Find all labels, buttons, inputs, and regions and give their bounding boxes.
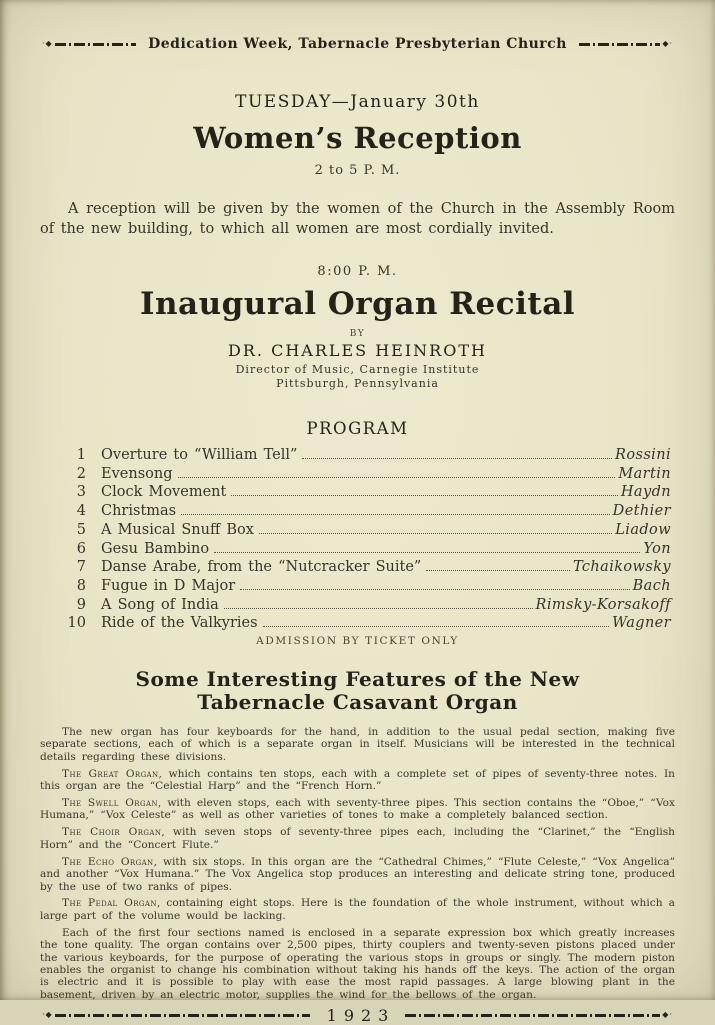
paragraph-text: , with seven stops of seventy-three pipes each, including the “Clarinet,” the “English Horn” and the “Concert Flute.” (40, 826, 675, 851)
rule-end-ornament-icon: ·◆ (42, 39, 53, 48)
organ-feature-paragraph (40, 768, 675, 793)
features-heading-line2: Tabernacle Casavant Organ (197, 690, 518, 715)
paragraph-text: , with eleven stops, each with seventy-three pipes. This section contains the “Oboe,” “Vox Humana,” “Vox Celeste” as well as other varieties of tones to make a completely balanced section. (40, 797, 675, 822)
program-item-composer: Wagner (612, 615, 671, 632)
paragraph-text: , which contains ten stops, each with a complete set of pipes of seventy-three notes. In this organ are the “Celestial Harp” and the “French Horn.” (40, 767, 675, 793)
performer-city: Pittsburgh, Pennsylvania (276, 377, 439, 390)
paragraph-text: Each of the first four sections named is enclosed in a separate expression box which greatly increases the tone quality. The organ contains over 2,500 pipes, thirty couplers and twenty-seven pistons placed under the various keyboards, for the purpose of operating the various stops in groups or singly. The modern piston enables the organist to change his combination without taking his hands off the keys. The action of the organ is electric and it is possible to play with ease the most rapid passages. A large blowing plant in the basement, driven by an electric motor, supplies the wind for the bellows of the organ. (40, 926, 675, 1001)
by-label: BY (349, 329, 366, 339)
organ-feature-paragraph (40, 797, 675, 822)
dot-leader (426, 570, 570, 571)
paragraph-lead: The Swell Organ (62, 797, 158, 810)
dashed-rule-line (55, 43, 136, 46)
recital-title: Inaugural Organ Recital (139, 286, 576, 322)
paragraph-lead: The Great Organ (62, 767, 159, 780)
reception-title: Women’s Reception (193, 121, 522, 155)
rule-end-ornament-icon: ·◆ (42, 1010, 53, 1020)
program-item-composer: Martin (618, 465, 671, 482)
program-item (64, 483, 671, 502)
rule-end-ornament-icon: ◆· (662, 1010, 673, 1020)
performer-title: Director of Music, Carnegie Institute (235, 363, 480, 376)
organ-feature-paragraph (40, 856, 675, 893)
dashed-rule-line (405, 1014, 660, 1017)
program-item-title: Christmas (101, 503, 177, 520)
program-item-title: Fugue in D Major (101, 577, 236, 594)
dot-leader (224, 608, 533, 609)
admission-note: ADMISSION BY TICKET ONLY (256, 635, 459, 648)
program-item (64, 502, 671, 521)
running-title: Dedication Week, Tabernacle Presbyterian Church (148, 36, 567, 52)
organ-feature-paragraph (40, 726, 675, 763)
dashed-rule-line (55, 1014, 310, 1017)
paragraph-text: , containing eight stops. Here is the foundation of the whole instrument, without which a large part of the volume would be lacking. (40, 897, 675, 922)
dot-leader (259, 533, 612, 534)
header-rule (40, 36, 675, 52)
paragraph-lead: The Choir Organ (62, 826, 162, 839)
program-item (64, 540, 671, 559)
paragraph-text: , with six stops. In this organ are the “Cathedral Chimes,” “Flute Celeste,” “Vox Angelica” and another “Vox Humana.” The Vox Angelica stop produces an interesting and delicate string tone, produced by the use of two ranks of pipes. (40, 855, 675, 893)
program-item-number: 6 (76, 540, 86, 557)
program-item-composer: Tchaikowsky (572, 559, 671, 576)
program-item-number: 1 (76, 447, 86, 463)
program-item-title: Overture to “William Tell” (101, 447, 298, 463)
dot-leader (302, 458, 612, 459)
program-item-number: 10 (67, 615, 86, 632)
program-item (64, 596, 671, 615)
recital-time: 8:00 P. M. (317, 264, 398, 279)
program-item (64, 446, 671, 465)
program-item-composer: Rimsky-Korsakoff (535, 596, 671, 613)
program-item (64, 465, 671, 484)
program-item-title: Danse Arabe, from the “Nutcracker Suite” (101, 559, 422, 576)
paragraph-lead: The Pedal Organ (62, 897, 157, 910)
program-item-number: 4 (76, 503, 86, 520)
dot-leader (178, 477, 616, 478)
organ-feature-paragraph (40, 897, 675, 922)
features-paragraphs (40, 726, 675, 1006)
program-item-number: 2 (76, 465, 86, 482)
reception-time: 2 to 5 P. M. (314, 163, 401, 178)
dot-leader (263, 626, 610, 627)
program-item-composer: Rossini (615, 447, 671, 463)
program-list (40, 446, 675, 633)
program-item-composer: Liadow (615, 521, 671, 538)
program-item-number: 7 (76, 559, 86, 576)
program-item-number: 9 (76, 596, 86, 613)
program-item (64, 577, 671, 596)
program-item (64, 558, 671, 577)
program-item (64, 521, 671, 540)
program-item-composer: Haydn (620, 484, 671, 501)
paragraph-lead: The Echo Organ (62, 855, 154, 868)
event-day-line: TUESDAY—January 30th (235, 92, 480, 112)
paragraph-text: The new organ has four keyboards for the hand, in addition to the usual pedal section, making five separate sections, each of which is a separate organ in itself. Musicians will be interested in the technical details regarding these divisions. (40, 726, 675, 763)
rule-end-ornament-icon: ◆· (662, 39, 674, 48)
dashed-rule-line (579, 43, 660, 46)
organ-feature-paragraph (40, 826, 675, 851)
program-item-composer: Bach (632, 577, 671, 594)
dot-leader (240, 589, 629, 590)
dot-leader (231, 495, 618, 496)
reception-description: A reception will be given by the women of the Church in the Assembly Room of the new building, to which all women are most cordially invited. (40, 201, 675, 237)
program-item-title: Evensong (101, 465, 173, 482)
program-item-number: 5 (76, 521, 86, 538)
program-item (64, 614, 671, 633)
dot-leader (214, 552, 640, 553)
program-item-number: 3 (76, 484, 86, 501)
features-heading-line1: Some Interesting Features of the New (135, 667, 580, 692)
footer-year: 1923 (326, 1005, 396, 1025)
features-heading (40, 668, 675, 714)
footer-rule (40, 1006, 675, 1025)
dot-leader (181, 514, 610, 515)
program-item-title: A Musical Snuff Box (101, 521, 254, 538)
program-heading: PROGRAM (306, 419, 409, 438)
program-item-title: Clock Movement (101, 484, 227, 501)
program-item-composer: Yon (643, 540, 671, 557)
program-item-title: Gesu Bambino (101, 540, 210, 557)
organ-feature-paragraph (40, 927, 675, 1001)
program-item-composer: Dethier (612, 503, 671, 520)
program-item-title: Ride of the Valkyries (101, 615, 258, 632)
program-item-number: 8 (76, 577, 86, 594)
program-item-title: A Song of India (101, 596, 219, 613)
performer-name: DR. CHARLES HEINROTH (228, 341, 487, 360)
